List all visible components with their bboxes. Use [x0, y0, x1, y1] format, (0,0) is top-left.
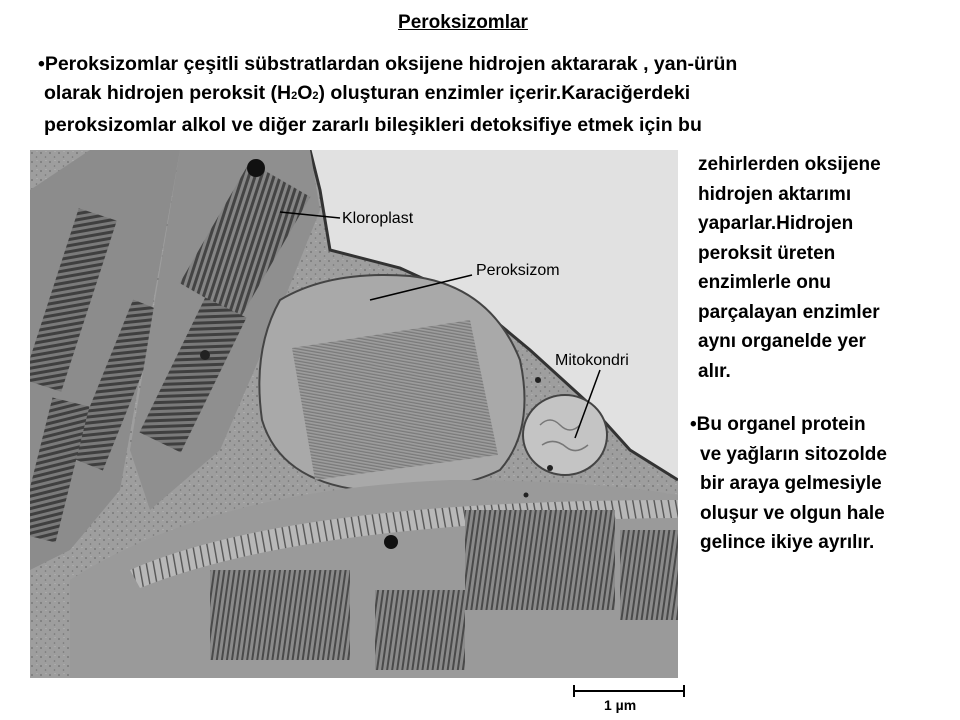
scale-bar-label: 1 µm	[604, 697, 637, 713]
side-lower-line: bir araya gelmesiyle	[700, 473, 882, 494]
intro-line-2-mid: O	[297, 82, 313, 104]
scale-bar	[572, 684, 688, 698]
intro-line-1: •Peroksizomlar çeşitli sübstratlardan oksijene hidrojen aktararak , yan-ürün	[38, 53, 738, 75]
micrograph-image	[30, 150, 678, 678]
intro-paragraph	[38, 50, 918, 140]
side-lower-line: oluşur ve olgun hale	[700, 502, 885, 524]
intro-line-2-before: olarak hidrojen peroksit (H	[44, 82, 292, 104]
side-lower-line: •Bu organel protein	[690, 414, 866, 435]
h2o2-subscript-b: 2	[312, 90, 319, 102]
side-lower-line: gelince ikiye ayrılır.	[700, 532, 875, 553]
chloroplast-label: Kloroplast	[342, 210, 414, 227]
side-upper-line: aynı organelde yer	[698, 331, 866, 352]
side-upper-line: alır.	[698, 360, 731, 382]
side-upper-line: parçalayan enzimler	[698, 301, 880, 323]
peroxisome-crystalline-core	[292, 320, 498, 480]
side-upper-line: peroksit üreten	[698, 242, 836, 264]
side-upper-line: hidrojen aktarımı	[698, 183, 852, 205]
side-upper-line: zehirlerden oksijene	[698, 154, 881, 175]
peroxisome-label: Peroksizom	[476, 262, 560, 279]
mitochondrion-label: Mitokondri	[555, 352, 629, 369]
side-text-upper	[698, 150, 958, 386]
h2o2-subscript-a: 2	[291, 90, 298, 102]
peroxisome	[259, 275, 524, 491]
intro-line-2-after: ) oluşturan enzimler içerir.Karaciğerdeki	[318, 82, 691, 104]
electron-micrograph	[30, 150, 678, 678]
side-upper-line: enzimlerle onu	[698, 272, 832, 293]
side-text-lower	[690, 410, 960, 558]
mitochondrion	[523, 395, 607, 475]
side-upper-line: yaparlar.Hidrojen	[698, 213, 854, 234]
intro-line-2	[38, 79, 918, 111]
intro-line-3: peroksizomlar alkol ve diğer zararlı bileşikleri detoksifiye etmek için bu	[44, 114, 702, 136]
slide-title: Peroksizomlar	[398, 12, 528, 33]
side-lower-line: ve yağların sitozolde	[700, 443, 887, 465]
